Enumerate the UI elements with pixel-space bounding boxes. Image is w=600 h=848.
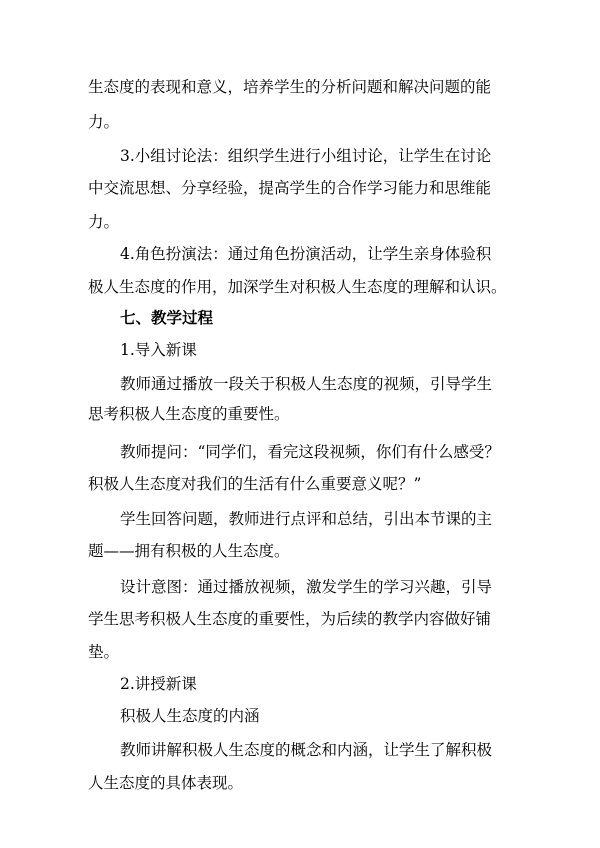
text-line: 垫。 xyxy=(88,643,120,661)
text-line: 题——拥有积极的人生态度。 xyxy=(88,542,290,560)
text-line: 3.小组讨论法：组织学生进行小组讨论，让学生在讨论 xyxy=(120,147,492,165)
text-line: 4.角色扮演法：通过角色扮演活动，让学生亲身体验积 xyxy=(120,245,492,263)
text-line: 学生回答问题，教师进行点评和总结，引出本节课的主 xyxy=(120,510,493,528)
text-line: 生态度的表现和意义，培养学生的分析问题和解决问题的能 xyxy=(88,78,492,96)
text-line: 积极人生态度对我们的生活有什么重要意义呢？” xyxy=(88,475,422,493)
section-heading: 七、教学过程 xyxy=(120,308,214,327)
text-line: 教师讲解积极人生态度的概念和内涵，让学生了解积极 xyxy=(120,741,493,759)
text-line: 积极人生态度的内涵 xyxy=(120,707,260,725)
text-line: 学生思考积极人生态度的重要性，为后续的教学内容做好铺 xyxy=(88,610,492,628)
text-line: 教师提问：“同学们，看完这段视频，你们有什么感受？ xyxy=(120,443,500,461)
text-line: 思考积极人生态度的重要性。 xyxy=(88,405,290,423)
text-line: 力。 xyxy=(88,113,120,131)
text-line: 设计意图：通过播放视频，激发学生的学习兴趣，引导 xyxy=(120,578,493,596)
text-line: 极人生态度的作用，加深学生对积极人生态度的理解和认识。 xyxy=(88,278,507,296)
text-line: 力。 xyxy=(88,213,120,231)
text-line: 中交流思想、分享经验，提高学生的合作学习能力和思维能 xyxy=(88,179,492,197)
text-line: 教师通过播放一段关于积极人生态度的视频，引导学生 xyxy=(120,375,493,393)
subsection-heading: 2.讲授新课 xyxy=(120,675,197,693)
text-line: 人生态度的具体表现。 xyxy=(88,774,244,792)
subsection-heading: 1.导入新课 xyxy=(120,341,197,359)
